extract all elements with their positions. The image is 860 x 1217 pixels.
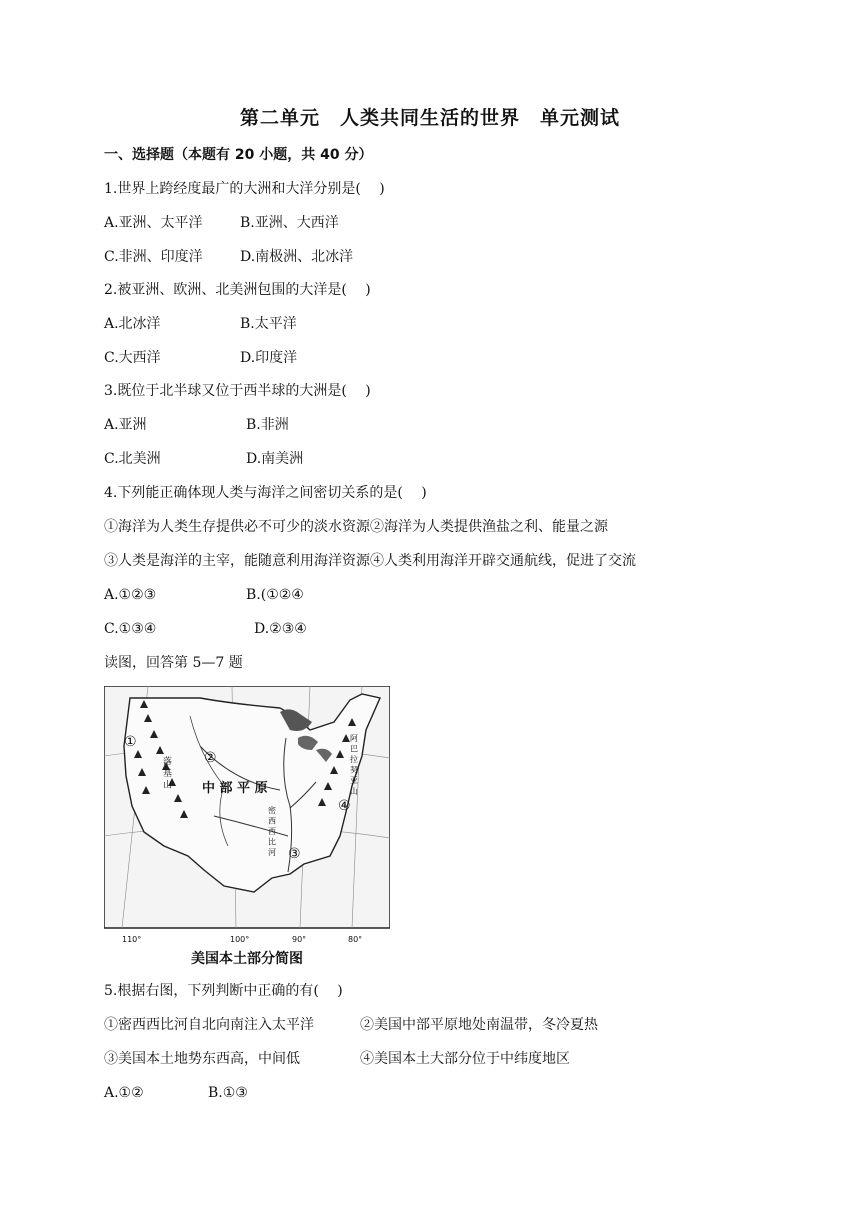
statement-1: ①密西西比河自北向南注入太平洋 bbox=[104, 1017, 314, 1033]
lon-label-110: 110° bbox=[122, 935, 142, 944]
map-label-appalachian: 阿 巴 拉 契 亚 山 bbox=[349, 734, 359, 795]
option-c: C.①③④ bbox=[104, 621, 157, 637]
section-heading: 一、选择题（本题有 20 小题，共 40 分） bbox=[104, 147, 373, 163]
map-caption: 美国本土部分简图 bbox=[191, 951, 303, 967]
option-a: A.①②③ bbox=[104, 587, 157, 603]
option-a: A.北冰洋 bbox=[104, 316, 161, 332]
statement-2: ②美国中部平原地处南温带，冬冷夏热 bbox=[360, 1017, 598, 1033]
option-b: B.亚洲、大西洋 bbox=[240, 215, 339, 231]
question-4-stem: 4.下列能正确体现人类与海洋之间密切关系的是( ) bbox=[104, 485, 427, 501]
lon-label-90: 90° bbox=[292, 935, 307, 944]
question-3-stem: 3.既位于北半球又位于西半球的大洲是( ) bbox=[104, 383, 371, 399]
us-map bbox=[104, 686, 390, 948]
map-label-4: ④ bbox=[338, 798, 351, 814]
map-label-mississippi: 密 西 西 比 河 bbox=[267, 806, 277, 857]
map-label-3: ③ bbox=[288, 846, 301, 862]
option-c: C.非洲、印度洋 bbox=[104, 249, 203, 265]
option-d: D.南极洲、北冰洋 bbox=[240, 249, 354, 265]
reading-prompt: 读图，回答第 5—7 题 bbox=[104, 655, 243, 671]
option-c: C.大西洋 bbox=[104, 350, 161, 366]
option-a: A.亚洲 bbox=[104, 417, 147, 433]
map-label-rocky: 落 基 山 bbox=[161, 756, 171, 789]
question-2-stem: 2.被亚洲、欧洲、北美洲包围的大洋是( ) bbox=[104, 282, 371, 298]
statement-3: ③美国本土地势东西高，中间低 bbox=[104, 1051, 300, 1067]
lon-label-100: 100° bbox=[230, 935, 250, 944]
map-label-1: ① bbox=[124, 734, 137, 750]
map-label-central-plain: 中 部 平 原 bbox=[202, 781, 268, 796]
option-b: B.(①②④ bbox=[246, 587, 304, 603]
question-4-statement-1: ①海洋为人类生存提供必不可少的淡水资源②海洋为人类提供渔盐之利、能量之源 bbox=[104, 519, 608, 535]
us-map-figure bbox=[104, 686, 390, 968]
option-a: A.亚洲、太平洋 bbox=[104, 215, 203, 231]
question-4-statement-2: ③人类是海洋的主宰，能随意利用海洋资源④人类利用海洋开辟交通航线，促进了交流 bbox=[104, 553, 636, 569]
option-b: B.①③ bbox=[208, 1085, 248, 1101]
statement-4: ④美国本土大部分位于中纬度地区 bbox=[360, 1051, 570, 1067]
lon-label-80: 80° bbox=[348, 935, 363, 944]
option-d: D.②③④ bbox=[254, 621, 307, 637]
option-b: B.非洲 bbox=[246, 417, 289, 433]
option-c: C.北美洲 bbox=[104, 451, 161, 467]
option-a: A.①② bbox=[104, 1085, 144, 1101]
question-1-stem: 1.世界上跨经度最广的大洲和大洋分别是( ) bbox=[104, 181, 385, 197]
option-b: B.太平洋 bbox=[240, 316, 297, 332]
map-label-2: ② bbox=[204, 750, 217, 766]
option-d: D.南美洲 bbox=[246, 451, 304, 467]
question-5-stem: 5.根据右图，下列判断中正确的有( ) bbox=[104, 983, 343, 999]
option-d: D.印度洋 bbox=[240, 350, 298, 366]
page-title: 第二单元 人类共同生活的世界 单元测试 bbox=[239, 107, 620, 129]
